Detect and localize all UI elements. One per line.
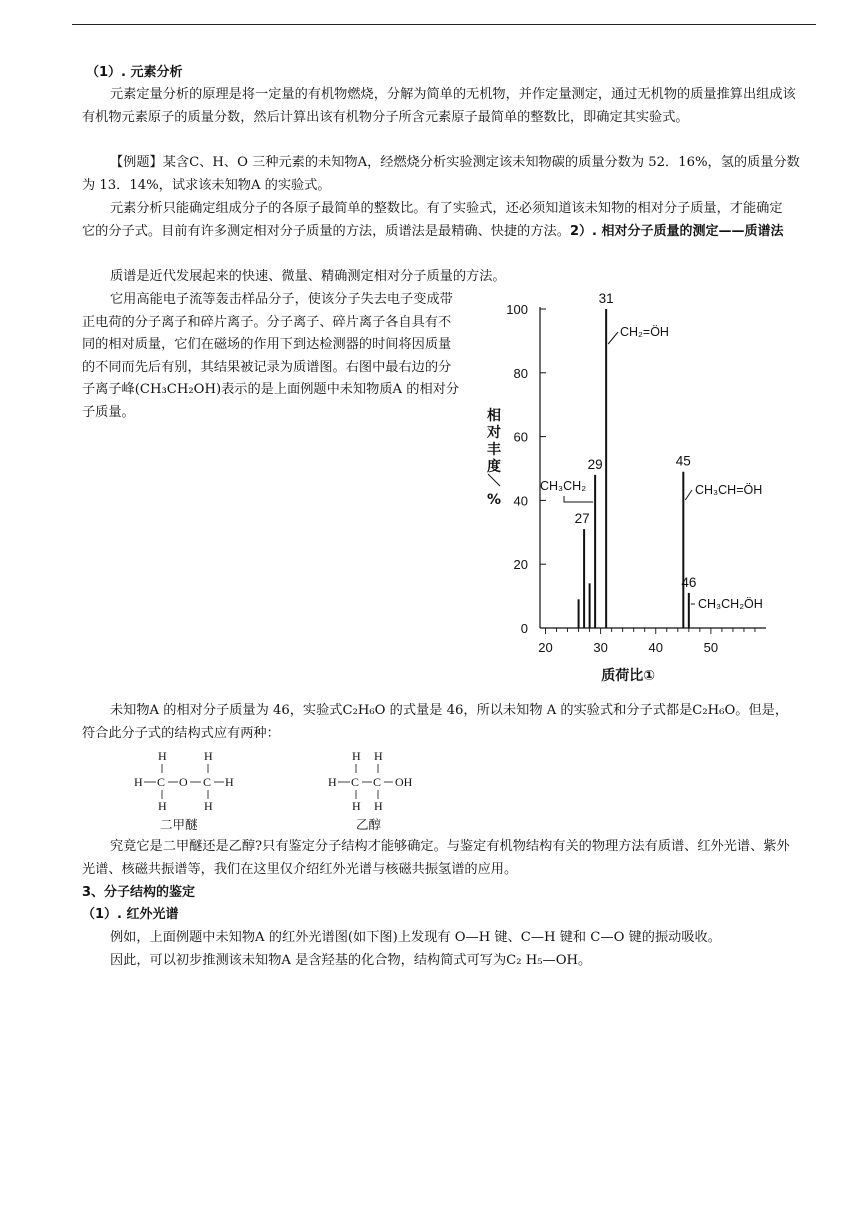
y-axis-label-char: 丰: [487, 442, 501, 458]
paragraph-ir-conclusion: 因此，可以初步推测该未知物A 是含羟基的化合物，结构简式可写为C₂ H₅—OH。: [110, 953, 592, 968]
svg-text:C: C: [157, 775, 166, 789]
header-rule: [72, 24, 816, 25]
y-tick-label: 60: [513, 429, 528, 445]
svg-text:C: C: [373, 775, 382, 789]
svg-text:H: H: [374, 749, 383, 763]
svg-text:H: H: [134, 775, 143, 789]
peak-label: 29: [587, 456, 603, 472]
y-tick-label: 40: [513, 493, 528, 509]
svg-text:H: H: [158, 799, 167, 813]
paragraph-molecular-formula: 未知物A 的相对分子质量为 46，实验式C₂H₆O 的式量是 46，所以未知物 A 的实验式和分子式都是C₂H₆O。但是，符合此分子式的结构式应有两种：: [82, 703, 789, 741]
peak-label: 45: [675, 453, 691, 469]
svg-text:H: H: [158, 749, 167, 763]
svg-text:H: H: [352, 749, 361, 763]
svg-text:H: H: [225, 775, 234, 789]
dimethyl-ether-diagram: [128, 748, 258, 814]
peak-label: 46: [681, 574, 697, 590]
paragraph-physical-methods: 究竟它是二甲醚还是乙醇?只有鉴定分子结构才能够确定。与鉴定有机物结构有关的物理方法有质谱、红外光谱、紫外光谱、核磁共振谱等，我们在这里仅介绍红外光谱与核磁共振氢谱的应用。: [82, 839, 790, 877]
section-heading-elemental-analysis: （1）. 元素分析: [86, 65, 183, 80]
y-tick-label: 20: [513, 557, 528, 573]
svg-text:C: C: [351, 775, 360, 789]
mass-spectrum-svg: [470, 286, 780, 686]
annotation-arrow: [685, 490, 692, 500]
svg-text:H: H: [352, 799, 361, 813]
paragraph-ir-example: 例如，上面例题中未知物A 的红外光谱图(如下图)上发现有 O—H 键、C—H 键和 C—O 键的振动吸收。: [110, 930, 721, 945]
svg-text:C: C: [203, 775, 212, 789]
x-tick-label: 40: [648, 640, 663, 655]
y-tick-label: 0: [520, 621, 528, 636]
y-axis-label-slash: [488, 474, 500, 486]
annotation-ch3choh: CH₃CH=ÖH: [695, 483, 763, 497]
svg-text:H: H: [328, 775, 337, 789]
y-axis-label-char: 度: [487, 459, 501, 475]
paragraph-empirical-formula: [82, 198, 794, 243]
svg-text:H: H: [374, 799, 383, 813]
structure-ethanol: [320, 748, 450, 814]
chart-annotations: [540, 325, 763, 611]
svg-text:O: O: [179, 775, 188, 789]
y-tick-label: 80: [513, 365, 528, 381]
y-axis-label-char: 相: [487, 408, 501, 424]
mass-spectrum-chart: [470, 286, 780, 686]
peak-label: 27: [574, 511, 590, 527]
section-heading-structure: 3、分子结构的鉴定: [82, 885, 196, 900]
caption-dimethyl-ether: 二甲醚: [160, 817, 198, 832]
x-tick-label: 50: [703, 640, 719, 655]
annotation-arrow: [608, 332, 618, 344]
paragraph-ms-description: 它用高能电子流等轰击样品分子，使该分子失去电子变成带正电荷的分子离子和碎片离子。分子离子、碎片离子各自具有不同的相对质量，它们在磁场的作用下到达检测器的时间将因质量的不同而先后有别，其结果被记录为质谱图。右图中最右边的分子离子峰(CH₃CH₂OH)表示的是上面例题中未知物质A 的相对分子质量。: [82, 292, 460, 420]
svg-text:H: H: [204, 799, 213, 813]
paragraph-elemental-principle: 元素定量分析的原理是将一定量的有机物燃烧，分解为简单的无机物，并作定量测定，通过无机物的质量推算出组成该有机物元素原子的质量分数，然后计算出该有机物分子所含元素原子最简单的整数比，即确定其实验式。: [82, 87, 796, 125]
caption-ethanol: 乙醇: [356, 817, 382, 832]
annotation-ch3ch2: CH₃CH₂: [540, 479, 587, 493]
svg-text:OH: OH: [395, 775, 413, 789]
x-tick-label: 20: [538, 640, 553, 655]
annotation-ch3ch2oh: CH₃CH₂ÖH: [698, 597, 763, 611]
y-tick-label: 100: [506, 302, 528, 317]
peak-label: 31: [598, 291, 614, 306]
paragraph-example: 【例题】某含C、H、O 三种元素的未知物A，经燃烧分析实验测定该未知物碳的质量分数为 52．16%，氢的质量分数为 13．14%，试求该未知物A 的实验式。: [82, 155, 800, 193]
x-axis-label: 质荷比①: [601, 668, 656, 684]
x-tick-label: 30: [593, 640, 608, 655]
ethanol-diagram: [320, 748, 450, 814]
annotation-arrow: [564, 496, 593, 502]
y-axis-label-char: %: [486, 492, 502, 508]
y-axis-label-char: 对: [487, 425, 501, 441]
svg-text:H: H: [204, 749, 213, 763]
subheading-infrared: （1）. 红外光谱: [82, 907, 179, 922]
annotation-ch2oh: CH₂=ÖH: [620, 325, 669, 339]
section-heading-mass-spec: 2）. 相对分子质量的测定——质谱法: [569, 223, 784, 239]
structure-dimethyl-ether: [128, 748, 258, 814]
paragraph-ms-intro: 质谱是近代发展起来的快速、微量、精确测定相对分子质量的方法。: [110, 269, 506, 284]
paragraph-empirical-formula-text: 元素分析只能确定组成分子的各原子最简单的整数比。有了实验式，还必须知道该未知物的相对分子质量，才能确定它的分子式。目前有许多测定相对分子质量的方法，质谱法是最精确、快捷的方法。: [82, 201, 783, 239]
